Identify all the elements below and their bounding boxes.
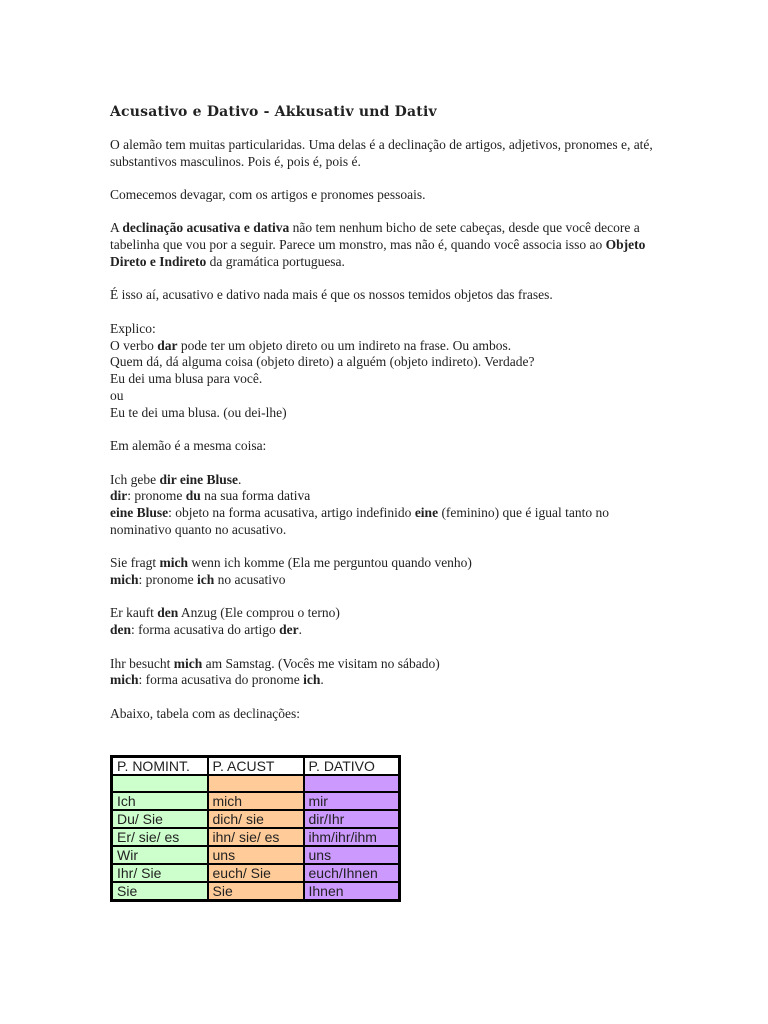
table-cell: uns	[304, 846, 400, 864]
text-run: Comecemos devagar, com os artigos e pronomes pessoais.	[110, 186, 426, 202]
table-header-row	[112, 757, 400, 776]
text-run: pode ter um objeto direto ou um indireto na frase. Ou ambos.	[177, 337, 512, 353]
text-run: Em alemão é a mesma coisa:	[110, 438, 267, 454]
table-header-cell: P. ACUST	[208, 757, 304, 776]
table-cell: euch/ Sie	[208, 864, 304, 882]
bold-text: den	[110, 622, 132, 638]
paragraph	[110, 137, 670, 171]
table-cell: Ihnen	[304, 882, 400, 901]
table-cell: Wir	[112, 846, 208, 864]
table-row	[112, 792, 400, 810]
table-cell: Er/ sie/ es	[112, 828, 208, 846]
text-run: .	[298, 622, 302, 638]
bold-text: mich	[173, 655, 203, 671]
table-cell	[304, 775, 400, 792]
text-run: Abaixo, tabela com as declinações:	[110, 705, 301, 721]
text-run: : forma acusativa do artigo	[131, 622, 280, 638]
text-run: Quem dá, dá alguma coisa (objeto direto) a alguém (objeto indireto). Verdade?	[110, 354, 535, 370]
text-run: da gramática portuguesa.	[206, 253, 345, 269]
table-cell: mir	[304, 792, 400, 810]
table-cell: Sie	[112, 882, 208, 901]
text-run: É isso aí, acusativo e dativo nada mais é que os nossos temidos objetos das frases.	[110, 287, 553, 303]
bold-text: mich	[110, 672, 139, 688]
paragraph	[110, 605, 670, 639]
paragraph	[110, 287, 670, 304]
table-row	[112, 810, 400, 828]
bold-text: Objeto Direto e Indireto	[110, 237, 646, 269]
paragraph	[110, 656, 670, 690]
text-run: Er kauft	[110, 605, 158, 621]
paragraph	[110, 220, 670, 270]
text-run: : pronome	[127, 488, 186, 504]
text-run: na sua forma dativa	[200, 488, 311, 504]
paragraph	[110, 706, 670, 723]
text-run: não tem nenhum bicho de sete cabeças, desde que você decore a tabelinha que vou por a seguir. Parece um monstro, mas não é, quando você associa isso ao	[110, 220, 640, 253]
table-cell: uns	[208, 846, 304, 864]
table-cell: ihn/ sie/ es	[208, 828, 304, 846]
bold-text: eine Bluse	[110, 505, 169, 521]
table-body	[112, 775, 400, 900]
document-title: Acusativo e Dativo - Akkusativ und Dativ	[110, 104, 437, 120]
paragraph	[110, 555, 670, 589]
table-cell: euch/Ihnen	[304, 864, 400, 882]
paragraph	[110, 472, 670, 539]
text-run: Anzug (Ele comprou o terno)	[178, 605, 340, 621]
text-run: : objeto na forma acusativa, artigo indefinido	[168, 505, 415, 521]
table-row	[112, 775, 400, 792]
text-run: .	[320, 672, 324, 688]
table-cell: mich	[208, 792, 304, 810]
bold-text: den	[157, 605, 179, 621]
text-run: A	[110, 220, 123, 236]
table-cell: dir/Ihr	[304, 810, 400, 828]
text-run: Ihr besucht	[110, 655, 174, 671]
text-run: Eu te dei uma blusa. (ou dei-lhe)	[110, 404, 287, 420]
bold-text: der	[279, 622, 299, 638]
text-run: no acusativo	[214, 572, 286, 588]
text-run: (feminino) que é igual tanto no nominativo quanto no acusativo.	[110, 505, 610, 537]
text-run: Sie fragt	[110, 555, 160, 571]
text-run: wenn ich komme (Ela me perguntou quando venho)	[188, 555, 472, 571]
bold-text: ich	[197, 572, 215, 588]
declension-table-container	[110, 755, 401, 902]
text-run: ou	[110, 387, 124, 403]
text-run: : forma acusativa do pronome	[138, 672, 304, 688]
table-row	[112, 882, 400, 901]
table-cell: dich/ sie	[208, 810, 304, 828]
text-run: .	[238, 471, 242, 487]
bold-text: dir eine Bluse	[159, 471, 238, 487]
table-row	[112, 846, 400, 864]
table-cell	[208, 775, 304, 792]
table-cell: Ihr/ Sie	[112, 864, 208, 882]
table-cell	[112, 775, 208, 792]
bold-text: dir	[110, 488, 128, 504]
paragraph	[110, 187, 670, 204]
text-run: Ich gebe	[110, 471, 160, 487]
bold-text: declinação acusativa e dativa	[122, 220, 290, 236]
bold-text: dar	[157, 337, 178, 353]
text-run: O alemão tem muitas particularidas. Uma delas é a declinação de artigos, adjetivos, pronomes e, até, substantivos masculinos. Pois é, pois é, pois é.	[110, 136, 653, 169]
declension-table	[110, 755, 401, 902]
table-cell: Ich	[112, 792, 208, 810]
table-row	[112, 828, 400, 846]
table-cell: Sie	[208, 882, 304, 901]
bold-text: du	[185, 488, 201, 504]
document-body	[110, 104, 670, 739]
table-header-cell: P. NOMINT.	[112, 757, 208, 776]
table-cell: ihm/ihr/ihm	[304, 828, 400, 846]
table-row	[112, 864, 400, 882]
bold-text: mich	[159, 555, 188, 571]
table-header-cell: P. DATIVO	[304, 757, 400, 776]
paragraph	[110, 321, 670, 422]
table-cell: Du/ Sie	[112, 810, 208, 828]
text-run: O verbo	[110, 337, 158, 353]
bold-text: eine	[414, 505, 439, 521]
bold-text: ich	[303, 672, 321, 688]
text-run: am Samstag. (Vocês me visitam no sábado)	[202, 655, 440, 671]
text-run: : pronome	[138, 572, 197, 588]
text-run: Eu dei uma blusa para você.	[110, 371, 263, 387]
paragraph	[110, 438, 670, 455]
bold-text: mich	[110, 572, 139, 588]
text-run: Explico:	[110, 320, 156, 336]
